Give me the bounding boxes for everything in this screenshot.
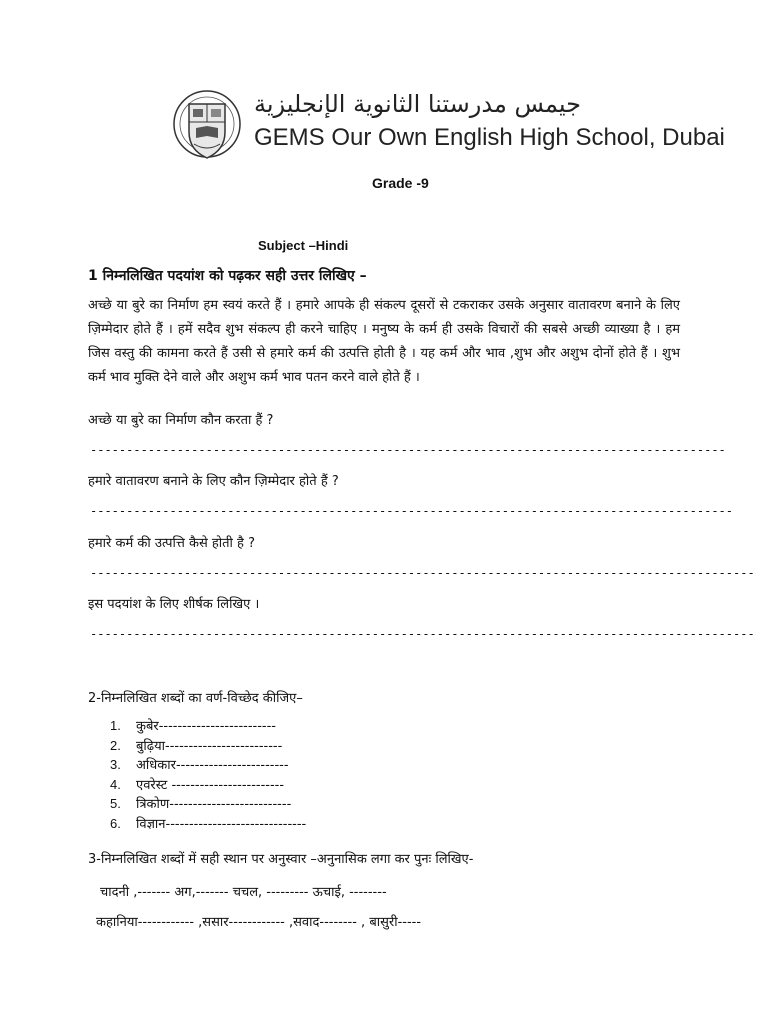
exercise-row-1: चादनी ,------- अग,------- चचल, --------- ऊचाई, -------- bbox=[100, 885, 387, 900]
school-name: GEMS Our Own English High School, Dubai bbox=[254, 124, 725, 151]
section-2-title: 2-निम्नलिखित शब्दों का वर्ण-विच्छेद कीजिए– bbox=[88, 691, 303, 706]
school-header bbox=[168, 86, 725, 176]
list-item bbox=[110, 814, 306, 834]
list-item bbox=[110, 736, 306, 756]
grade-label: Grade -9 bbox=[372, 175, 429, 191]
list-text: बुढ़िया------------------------- bbox=[136, 738, 283, 754]
list-item bbox=[110, 794, 306, 814]
section-1-title: 1 निम्नलिखित पदयांश को पढ़कर सही उत्तर लिखिए – bbox=[88, 268, 367, 284]
answer-line-4: -------------------------------------------------------------------------------------------- bbox=[90, 627, 755, 641]
subject-label: Subject –Hindi bbox=[258, 238, 349, 253]
question-1: अच्छे या बुरे का निर्माण कौन करता हैं ? bbox=[88, 413, 274, 428]
list-number: 3. bbox=[110, 757, 121, 772]
list-number: 1. bbox=[110, 718, 121, 733]
question-4: इस पदयांश के लिए शीर्षक लिखिए । bbox=[88, 597, 260, 612]
list-text: त्रिकोण-------------------------- bbox=[136, 797, 292, 812]
answer-line-3: -------------------------------------------------------------------------------------------- bbox=[90, 566, 755, 580]
list-number: 2. bbox=[110, 737, 121, 753]
list-text: कुबेर------------------------- bbox=[136, 719, 276, 734]
question-2: हमारे वातावरण बनाने के लिए कौन ज़िम्मेदार होते हैं ? bbox=[88, 474, 339, 489]
list-number: 6. bbox=[110, 815, 121, 831]
answer-line-1: ---------------------------------------------------------------------------------------- bbox=[90, 443, 726, 457]
list-number: 4. bbox=[110, 776, 121, 792]
list-number: 5. bbox=[110, 796, 121, 811]
list-text: एवरेस्ट ------------------------ bbox=[136, 777, 285, 793]
answer-line-2: ----------------------------------------------------------------------------------------- bbox=[90, 504, 733, 518]
school-name-arabic: جيمس مدرستنا الثانوية الإنجليزية bbox=[254, 90, 581, 118]
list-item bbox=[110, 755, 306, 775]
list-text: अधिकार------------------------ bbox=[136, 758, 289, 773]
section-3-title: 3-निम्नलिखित शब्दों में सही स्थान पर अनुस्वार –अनुनासिक लगा कर पुनः लिखिए- bbox=[88, 852, 474, 867]
word-split-list bbox=[110, 716, 306, 833]
question-3: हमारे कर्म की उत्पत्ति कैसे होती है ? bbox=[88, 536, 255, 551]
list-item bbox=[110, 716, 306, 736]
school-crest-icon bbox=[172, 88, 242, 168]
list-text: विज्ञान------------------------------ bbox=[136, 816, 307, 832]
exercise-row-2: कहानिया------------ ,ससार------------ ,सवाद-------- , बासुरी----- bbox=[96, 915, 422, 930]
reading-passage: अच्छे या बुरे का निर्माण हम स्वयं करते हैं । हमारे आपके ही संकल्प दूसरों से टकराकर उसके अनुसार वातावरण बनाने के लिए ज़िम्मेदार होते हैं । हमें सदैव शुभ संकल्प ही करने चाहिए । मनुष्य के कर्म ही उसके विचारों की सबसे अच्छी व्याख्या है । हम जिस वस्तु की कामना करते हैं उसी से हमारे कर्म की उत्पत्ति होती है । यह कर्म और भाव ,शुभ और अशुभ दोनों होते हैं । शुभ कर्म भाव मुक्ति देने वाले और अशुभ कर्म भाव पतन करने वाले होते हैं । bbox=[88, 298, 680, 385]
list-item bbox=[110, 775, 306, 795]
